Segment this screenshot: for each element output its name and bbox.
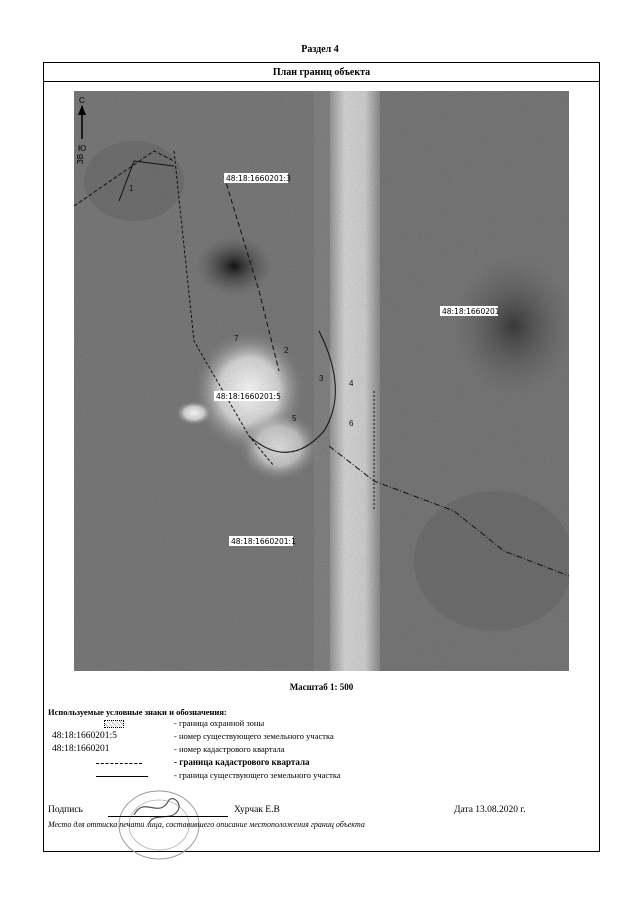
legend-symbol	[52, 718, 172, 730]
label-parcel-1: 48:18:1660201:1	[231, 537, 296, 546]
label-parcel-5: 48:18:1660201:5	[216, 392, 281, 401]
legend-description: - граница кадастрового квартала	[174, 757, 310, 767]
point-number: 4	[349, 379, 354, 388]
legend-description: - номер существующего земельного участка	[174, 731, 334, 741]
point-number: 7	[234, 334, 239, 343]
legend-description: - граница охранной зоны	[174, 718, 265, 728]
compass-west-mark: ЗВ	[76, 153, 85, 164]
quarter-boundary-line-icon	[96, 763, 142, 764]
point-number: 6	[349, 419, 354, 428]
plan-title: План границ объекта	[44, 63, 599, 82]
signature-row	[48, 805, 588, 819]
point-number: 1	[129, 184, 134, 193]
compass-south-label: Ю	[78, 144, 87, 153]
legend-item-parcel-boundary	[44, 770, 599, 782]
legend-symbol	[52, 757, 172, 769]
legend-symbol: 48:18:1660201:5	[52, 731, 117, 741]
map-canvas	[74, 91, 569, 671]
point-number: 5	[292, 414, 297, 423]
section-title: Раздел 4	[301, 44, 339, 55]
legend-item-quarter-number	[44, 744, 599, 756]
signature-date: Дата 13.08.2020 г.	[454, 805, 526, 815]
signature-line	[108, 816, 228, 817]
aerial-map	[74, 91, 569, 671]
parcel-boundary-line-icon	[96, 776, 148, 777]
stamp-place-note: Место для оттиска печати лица, составившего описание местоположения границ объекта	[48, 820, 365, 829]
legend-description: - граница существующего земельного участка	[174, 770, 341, 780]
signature-label: Подпись	[48, 805, 83, 815]
label-parcel-3: 48:18:1660201:3	[226, 174, 291, 183]
signer-name: Хурчак Е.В	[234, 805, 280, 815]
legend-item-quarter-boundary	[44, 757, 599, 769]
legend-item-parcel-number	[44, 731, 599, 743]
legend-item-zone	[44, 718, 599, 730]
point-number: 2	[284, 346, 289, 355]
legend-description: - номер кадастрового квартала	[174, 744, 285, 754]
legend-symbol: 48:18:1660201	[52, 744, 110, 754]
compass-north-label: С	[79, 96, 85, 105]
legend-title: Используемые условные знаки и обозначения:	[48, 707, 227, 717]
label-quarter: 48:18:1660201	[442, 307, 500, 316]
legend-symbol	[52, 770, 172, 782]
point-number: 3	[319, 374, 324, 383]
map-scale: Масштаб 1: 500	[289, 682, 354, 692]
plan-frame	[43, 62, 600, 852]
protection-zone-icon	[104, 720, 124, 728]
